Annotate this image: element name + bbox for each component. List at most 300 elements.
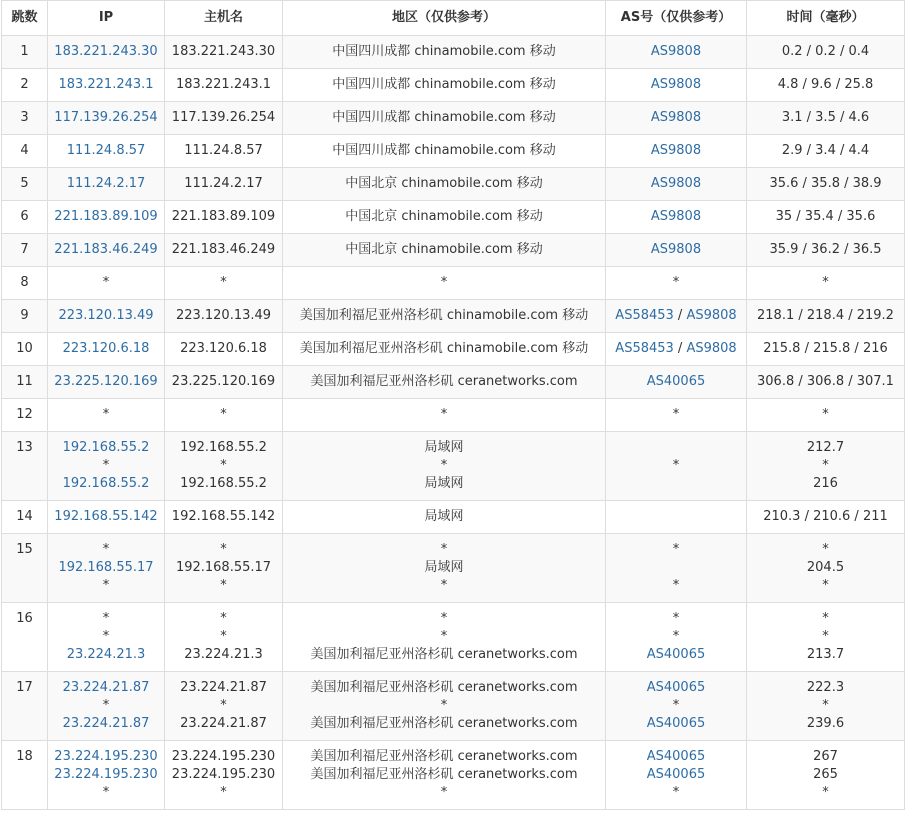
as-link[interactable]: AS40065 [646, 767, 706, 782]
region-text: * [440, 275, 448, 290]
region-cell-line [283, 646, 605, 664]
ip-link[interactable]: 192.168.55.2 [62, 476, 150, 491]
header-ip: IP [48, 1, 165, 36]
hostname-text: 221.183.46.249 [171, 242, 276, 257]
time-cell-line [747, 43, 904, 61]
ip-cell [48, 534, 165, 603]
hostname-text: 23.225.120.169 [171, 374, 276, 389]
region-cell-line [283, 406, 605, 424]
region-text: 局域网 [424, 509, 464, 524]
table-body [2, 36, 905, 810]
ip-link[interactable]: 183.221.243.1 [58, 77, 154, 92]
hop-cell: 7 [2, 234, 48, 267]
as-link[interactable]: AS9808 [650, 143, 702, 158]
ip-link[interactable]: 111.24.2.17 [66, 176, 146, 191]
as-cell-line [606, 559, 746, 577]
region-cell [283, 501, 606, 534]
time-cell [747, 741, 905, 810]
region-cell-line [283, 508, 605, 526]
ip-cell [48, 399, 165, 432]
hostname-cell-line [165, 679, 282, 697]
ip-cell-line [48, 646, 164, 664]
time-text: 306.8 / 306.8 / 307.1 [757, 374, 894, 389]
ip-text: * [102, 698, 110, 713]
as-cell-line [606, 715, 746, 733]
time-cell-line [747, 628, 904, 646]
time-cell-line [747, 697, 904, 715]
time-text: 265 [813, 767, 838, 782]
time-cell-line [747, 142, 904, 160]
ip-cell-line [48, 208, 164, 226]
region-cell [283, 234, 606, 267]
hostname-text: * [220, 785, 227, 800]
as-cell-line [606, 373, 746, 391]
time-cell-line [747, 373, 904, 391]
as-link[interactable]: AS58453 [615, 341, 674, 356]
hostname-text: 192.168.55.2 [180, 440, 267, 455]
hop-cell: 13 [2, 432, 48, 501]
ip-text: * [102, 275, 110, 290]
ip-cell [48, 366, 165, 399]
region-cell-line [283, 475, 605, 493]
ip-link[interactable]: 111.24.8.57 [66, 143, 146, 158]
as-cell [606, 366, 747, 399]
ip-cell [48, 234, 165, 267]
as-link[interactable]: AS9808 [650, 110, 702, 125]
as-cell-line [606, 274, 746, 292]
region-text: * [440, 458, 448, 473]
as-link[interactable]: AS9808 [650, 242, 702, 257]
region-cell-line [283, 307, 605, 325]
ip-link[interactable]: 183.221.243.30 [54, 44, 158, 59]
hostname-cell [165, 135, 283, 168]
hop-cell: 18 [2, 741, 48, 810]
region-cell [283, 603, 606, 672]
hostname-cell-line [165, 241, 282, 259]
ip-cell-line [48, 439, 164, 457]
hop-cell: 8 [2, 267, 48, 300]
ip-link[interactable]: 23.225.120.169 [54, 374, 158, 389]
hostname-cell [165, 741, 283, 810]
ip-cell-line [48, 109, 164, 127]
ip-link[interactable]: 223.120.13.49 [58, 308, 154, 323]
as-cell-line [606, 784, 746, 802]
ip-link[interactable]: 23.224.21.87 [62, 716, 150, 731]
time-text: 3.1 / 3.5 / 4.6 [781, 110, 870, 125]
hostname-cell-line [165, 715, 282, 733]
time-cell [747, 534, 905, 603]
region-text: 中国北京 chinamobile.com 移动 [345, 242, 543, 257]
region-cell [283, 366, 606, 399]
time-cell [747, 399, 905, 432]
ip-cell-line [48, 307, 164, 325]
hostname-cell [165, 603, 283, 672]
time-cell-line [747, 340, 904, 358]
region-cell-line [283, 439, 605, 457]
hostname-cell-line [165, 577, 282, 595]
time-text: 35.6 / 35.8 / 38.9 [769, 176, 882, 191]
as-link[interactable]: AS58453 [615, 308, 674, 323]
header-hop: 跳数 [2, 1, 48, 36]
region-text: * [440, 698, 448, 713]
time-cell-line [747, 76, 904, 94]
ip-cell-line [48, 457, 164, 475]
as-cell-line [606, 307, 746, 325]
as-cell-line [606, 646, 746, 664]
hop-cell: 9 [2, 300, 48, 333]
as-cell-line [606, 142, 746, 160]
region-cell-line [283, 340, 605, 358]
hostname-cell-line [165, 340, 282, 358]
region-text: * [440, 578, 448, 593]
hostname-text: 111.24.8.57 [184, 143, 263, 158]
ip-link[interactable]: 23.224.21.3 [66, 647, 146, 662]
ip-cell-line [48, 766, 164, 784]
time-cell-line [747, 577, 904, 595]
time-cell-line [747, 457, 904, 475]
region-text: * [440, 629, 448, 644]
table-row [2, 300, 905, 333]
as-text: * [672, 275, 680, 290]
time-text: * [822, 458, 829, 473]
as-link[interactable]: AS40065 [646, 374, 706, 389]
hostname-cell-line [165, 766, 282, 784]
as-cell-line [606, 748, 746, 766]
ip-cell [48, 432, 165, 501]
ip-cell-line [48, 475, 164, 493]
hostname-cell-line [165, 43, 282, 61]
time-cell-line [747, 241, 904, 259]
traceroute-table [1, 0, 905, 810]
ip-cell-line [48, 541, 164, 559]
region-cell [283, 534, 606, 603]
region-cell-line [283, 577, 605, 595]
time-cell-line [747, 541, 904, 559]
region-text: 局域网 [424, 440, 464, 455]
time-cell-line [747, 784, 904, 802]
ip-cell [48, 501, 165, 534]
region-cell-line [283, 208, 605, 226]
hop-cell: 1 [2, 36, 48, 69]
region-cell [283, 333, 606, 366]
hostname-cell-line [165, 373, 282, 391]
table-row [2, 534, 905, 603]
ip-cell-line [48, 241, 164, 259]
time-text: 267 [813, 749, 838, 764]
as-link[interactable]: AS9808 [686, 341, 737, 356]
as-cell-line [606, 208, 746, 226]
table-row [2, 234, 905, 267]
hostname-cell [165, 69, 283, 102]
time-text: * [822, 578, 829, 593]
region-text: 局域网 [424, 476, 464, 491]
as-link[interactable]: AS9808 [686, 308, 737, 323]
ip-cell-line [48, 508, 164, 526]
time-text: 2.9 / 3.4 / 4.4 [781, 143, 870, 158]
ip-link[interactable]: 221.183.46.249 [54, 242, 158, 257]
as-cell-line [606, 577, 746, 595]
ip-link[interactable]: 23.224.195.230 [54, 749, 158, 764]
as-cell-line [606, 241, 746, 259]
table-row [2, 741, 905, 810]
as-text: * [672, 629, 680, 644]
hostname-cell [165, 333, 283, 366]
region-cell-line [283, 697, 605, 715]
table-row [2, 135, 905, 168]
time-cell [747, 300, 905, 333]
table-row [2, 672, 905, 741]
ip-cell [48, 168, 165, 201]
region-text: 中国四川成都 chinamobile.com 移动 [332, 44, 556, 59]
region-cell-line [283, 748, 605, 766]
as-cell-line [606, 76, 746, 94]
hostname-cell-line [165, 208, 282, 226]
ip-text: * [102, 407, 110, 422]
region-text: 中国四川成都 chinamobile.com 移动 [332, 110, 556, 125]
hop-cell: 6 [2, 201, 48, 234]
table-row [2, 366, 905, 399]
as-link[interactable]: AS40065 [646, 749, 706, 764]
region-cell-line [283, 610, 605, 628]
as-cell-line [606, 679, 746, 697]
as-link[interactable]: AS9808 [650, 77, 702, 92]
region-text: * [440, 785, 448, 800]
as-link[interactable]: AS9808 [650, 209, 702, 224]
time-cell-line [747, 439, 904, 457]
time-cell [747, 432, 905, 501]
hostname-text: 117.139.26.254 [171, 110, 276, 125]
region-text: 局域网 [424, 560, 464, 575]
ip-link[interactable]: 223.120.6.18 [62, 341, 150, 356]
region-cell-line [283, 76, 605, 94]
as-cell [606, 534, 747, 603]
time-text: 4.8 / 9.6 / 25.8 [777, 77, 874, 92]
region-cell [283, 267, 606, 300]
region-cell-line [283, 373, 605, 391]
as-cell-line [606, 340, 746, 358]
time-cell [747, 366, 905, 399]
time-text: * [822, 407, 829, 422]
header-hostname: 主机名 [165, 1, 283, 36]
time-cell [747, 168, 905, 201]
hostname-text: 23.224.195.230 [171, 767, 276, 782]
as-separator: / [673, 308, 687, 323]
time-text: 35.9 / 36.2 / 36.5 [769, 242, 882, 257]
region-cell-line [283, 559, 605, 577]
time-cell-line [747, 406, 904, 424]
ip-cell [48, 603, 165, 672]
hostname-cell-line [165, 697, 282, 715]
ip-cell-line [48, 43, 164, 61]
as-cell-line [606, 175, 746, 193]
hostname-cell [165, 366, 283, 399]
hostname-text: 23.224.21.3 [184, 647, 263, 662]
time-cell-line [747, 559, 904, 577]
as-cell [606, 432, 747, 501]
table-row [2, 102, 905, 135]
ip-cell [48, 201, 165, 234]
as-separator: / [673, 341, 687, 356]
as-text: * [672, 578, 680, 593]
hostname-cell [165, 300, 283, 333]
hostname-text: 223.120.6.18 [180, 341, 267, 356]
region-text: 美国加利福尼亚州洛杉矶 ceranetworks.com [310, 647, 578, 662]
hostname-cell-line [165, 784, 282, 802]
as-cell-line [606, 508, 746, 526]
time-cell-line [747, 748, 904, 766]
time-text: * [822, 542, 829, 557]
hostname-cell-line [165, 109, 282, 127]
time-text: 218.1 / 218.4 / 219.2 [757, 308, 894, 323]
hostname-text: 221.183.89.109 [171, 209, 276, 224]
ip-cell-line [48, 559, 164, 577]
region-text: * [440, 407, 448, 422]
hostname-text: * [220, 578, 227, 593]
hostname-text: * [220, 275, 227, 290]
hostname-cell [165, 267, 283, 300]
time-cell-line [747, 475, 904, 493]
region-cell-line [283, 766, 605, 784]
region-text: 美国加利福尼亚州洛杉矶 ceranetworks.com [310, 749, 578, 764]
as-cell [606, 36, 747, 69]
header-as: AS号（仅供参考） [606, 1, 747, 36]
hostname-cell-line [165, 175, 282, 193]
ip-link[interactable]: 23.224.195.230 [54, 767, 158, 782]
ip-cell-line [48, 76, 164, 94]
as-link[interactable]: AS40065 [646, 716, 706, 731]
time-text: 216 [813, 476, 838, 491]
time-cell-line [747, 679, 904, 697]
as-cell-line [606, 43, 746, 61]
time-cell-line [747, 208, 904, 226]
hostname-text: * [220, 458, 227, 473]
ip-cell [48, 102, 165, 135]
ip-cell-line [48, 715, 164, 733]
as-link[interactable]: AS9808 [650, 44, 702, 59]
time-cell [747, 234, 905, 267]
hop-cell: 3 [2, 102, 48, 135]
region-cell [283, 201, 606, 234]
hostname-text: 192.168.55.2 [180, 476, 267, 491]
time-cell [747, 333, 905, 366]
hostname-cell-line [165, 628, 282, 646]
hostname-text: 192.168.55.17 [175, 560, 272, 575]
ip-cell-line [48, 274, 164, 292]
ip-cell [48, 300, 165, 333]
region-cell-line [283, 715, 605, 733]
hostname-text: * [220, 611, 227, 626]
as-link[interactable]: AS40065 [646, 680, 706, 695]
ip-cell-line [48, 610, 164, 628]
as-cell [606, 300, 747, 333]
as-link[interactable]: AS9808 [650, 176, 702, 191]
ip-link[interactable]: 23.224.21.87 [62, 680, 150, 695]
region-cell-line [283, 784, 605, 802]
ip-link[interactable]: 221.183.89.109 [54, 209, 158, 224]
hostname-text: * [220, 629, 227, 644]
time-text: 222.3 [806, 680, 845, 695]
region-cell [283, 672, 606, 741]
region-cell-line [283, 109, 605, 127]
table-row [2, 201, 905, 234]
ip-cell [48, 135, 165, 168]
as-cell-line [606, 766, 746, 784]
header-region: 地区（仅供参考） [283, 1, 606, 36]
ip-link[interactable]: 192.168.55.2 [62, 440, 150, 455]
hop-cell: 10 [2, 333, 48, 366]
as-cell [606, 501, 747, 534]
hostname-cell [165, 399, 283, 432]
hostname-cell [165, 534, 283, 603]
hostname-cell-line [165, 646, 282, 664]
hostname-cell-line [165, 610, 282, 628]
hop-cell: 14 [2, 501, 48, 534]
hostname-cell-line [165, 142, 282, 160]
time-text: 0.2 / 0.2 / 0.4 [781, 44, 870, 59]
region-cell [283, 432, 606, 501]
ip-link[interactable]: 192.168.55.142 [54, 509, 158, 524]
as-cell-line [606, 439, 746, 457]
region-text: 美国加利福尼亚州洛杉矶 chinamobile.com 移动 [299, 341, 589, 356]
as-cell-line [606, 628, 746, 646]
ip-link[interactable]: 117.139.26.254 [54, 110, 158, 125]
region-cell [283, 102, 606, 135]
ip-text: * [102, 611, 110, 626]
region-cell-line [283, 541, 605, 559]
region-cell-line [283, 241, 605, 259]
ip-cell [48, 267, 165, 300]
time-text: 239.6 [806, 716, 845, 731]
time-cell-line [747, 610, 904, 628]
hostname-cell-line [165, 475, 282, 493]
ip-cell-line [48, 373, 164, 391]
ip-cell-line [48, 175, 164, 193]
as-text: * [672, 458, 680, 473]
time-cell [747, 135, 905, 168]
table-row [2, 168, 905, 201]
hostname-cell [165, 432, 283, 501]
as-cell-line [606, 109, 746, 127]
ip-link[interactable]: 192.168.55.17 [58, 560, 154, 575]
time-cell [747, 201, 905, 234]
as-text: * [672, 698, 680, 713]
as-text: * [672, 785, 680, 800]
table-row [2, 36, 905, 69]
hostname-cell-line [165, 457, 282, 475]
region-text: 美国加利福尼亚州洛杉矶 ceranetworks.com [310, 374, 578, 389]
region-cell-line [283, 175, 605, 193]
region-cell [283, 168, 606, 201]
hop-cell: 2 [2, 69, 48, 102]
hostname-text: 183.221.243.1 [175, 77, 272, 92]
as-cell [606, 168, 747, 201]
time-cell-line [747, 109, 904, 127]
time-cell-line [747, 766, 904, 784]
table-row [2, 399, 905, 432]
hostname-text: 23.224.21.87 [180, 716, 267, 731]
ip-cell-line [48, 340, 164, 358]
ip-cell-line [48, 784, 164, 802]
region-text: 中国四川成都 chinamobile.com 移动 [332, 143, 556, 158]
hop-cell: 5 [2, 168, 48, 201]
as-cell-line [606, 406, 746, 424]
hostname-text: 23.224.21.87 [180, 680, 267, 695]
as-link[interactable]: AS40065 [646, 647, 706, 662]
as-cell [606, 201, 747, 234]
as-cell [606, 234, 747, 267]
hostname-text: 192.168.55.142 [171, 509, 276, 524]
hostname-cell-line [165, 76, 282, 94]
